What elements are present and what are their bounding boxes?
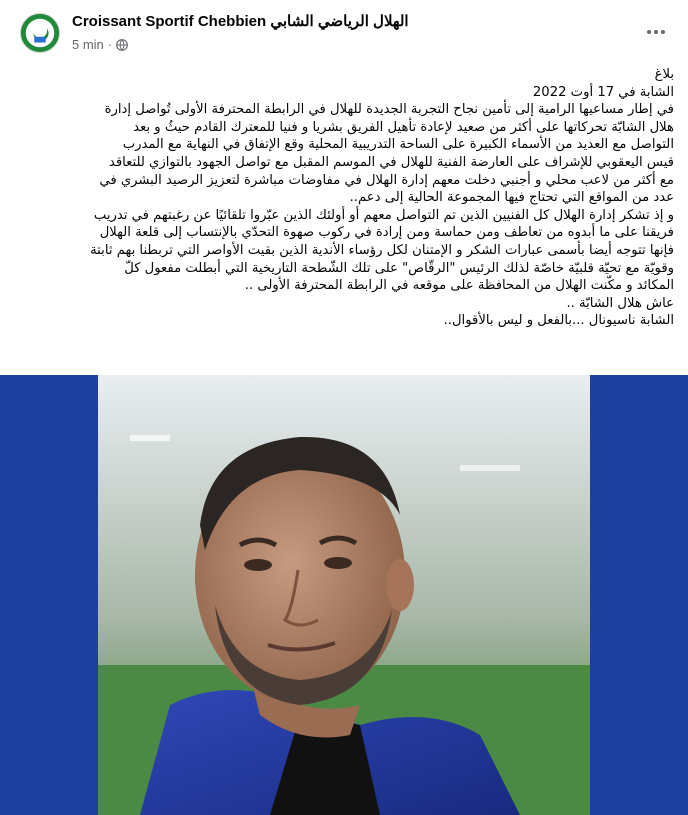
post-line: بلاغ: [654, 67, 674, 82]
post-line: فإنها تتوجه أيضا بأسمى عبارات الشكر و الإمتنان لكل رؤساء الأندية الذين بقيت الأواصر التي تربطنا بهم ثابتة: [90, 242, 674, 258]
post-line: المكائد و مكّنت الهلال من المحافظة على موقعه في الرابطة المحترفة الأولى ..: [244, 278, 674, 294]
page-avatar[interactable]: [20, 13, 60, 53]
post-line: التواصل مع العديد من الأسماء الكبيرة على الساحة التدريبية المحلية وقع الإتفاق في النهاية مع المدرب: [122, 137, 674, 153]
post-line: في إطار مساعيها الرامية إلى تأمين نجاح التجربة الجديدة للهلال في الرابطة المحترفة الأولى تُواصل إدارة: [104, 102, 674, 118]
post-line: الشابة في 17 أوت 2022: [532, 84, 674, 100]
club-logo-icon: [21, 14, 59, 52]
post-line: وقويّة مع تحيّة قلبيّة خاصّة لذلك الرئيس "الرقّاص" على تلك الشّطحة التاريخية التي أبطلت مفعول كلّ: [124, 260, 674, 276]
post-line: و إذ تشكر إدارة الهلال كل الفنيين الذين تم التواصل معهم أو أولئك الذين عبّروا تلقائيًا عن رغبتهم في تدريب: [93, 207, 674, 223]
post-line: عدد من المواقع التي تحتاج فيها المجموعة الحالية إلى دعم..: [349, 190, 674, 206]
post-line: الشابة ناسيونال ...بالفعل و ليس بالأقوال..: [443, 313, 674, 329]
post-line: فريقنا على ما أبدوه من تعاطف ومن حماسة ومن إرادة في ركوب صهوة التحدّي بالإنتساب إلى قلعة الهلال: [99, 225, 674, 241]
person-photo: [0, 375, 688, 815]
post-line: مع أكثر من لاعب محلي و أجنبي دخلت معهم إدارة الهلال في مفاوضات مباشرة لتعزيز الرصيد البشري في: [99, 172, 674, 188]
post-meta: [72, 37, 128, 52]
more-dots-icon[interactable]: [644, 24, 668, 40]
post-line: هلال الشابّة تحركاتها على أكثر من صعيد لإعادة تأهيل الفريق بشريا و فنيا للمعترك القادم حيثُ و بعد: [133, 119, 674, 135]
post-header: [0, 0, 688, 66]
globe-icon[interactable]: [116, 39, 128, 51]
post-time[interactable]: 5 min: [72, 37, 104, 52]
meta-separator: ·: [107, 37, 113, 52]
post-photo[interactable]: [0, 375, 688, 815]
post-line: عاش هلال الشابّة ..: [566, 295, 674, 311]
post-line: قيس اليعقوبي للإشراف على العارضة الفنية للهلال في الموسم المقبل مع تواصل الجهود بالتوازي للتعاقد: [108, 154, 674, 170]
page-name-link[interactable]: Croissant Sportif Chebbien الهلال الرياضي الشابي: [72, 13, 409, 30]
post-body: [16, 66, 674, 330]
